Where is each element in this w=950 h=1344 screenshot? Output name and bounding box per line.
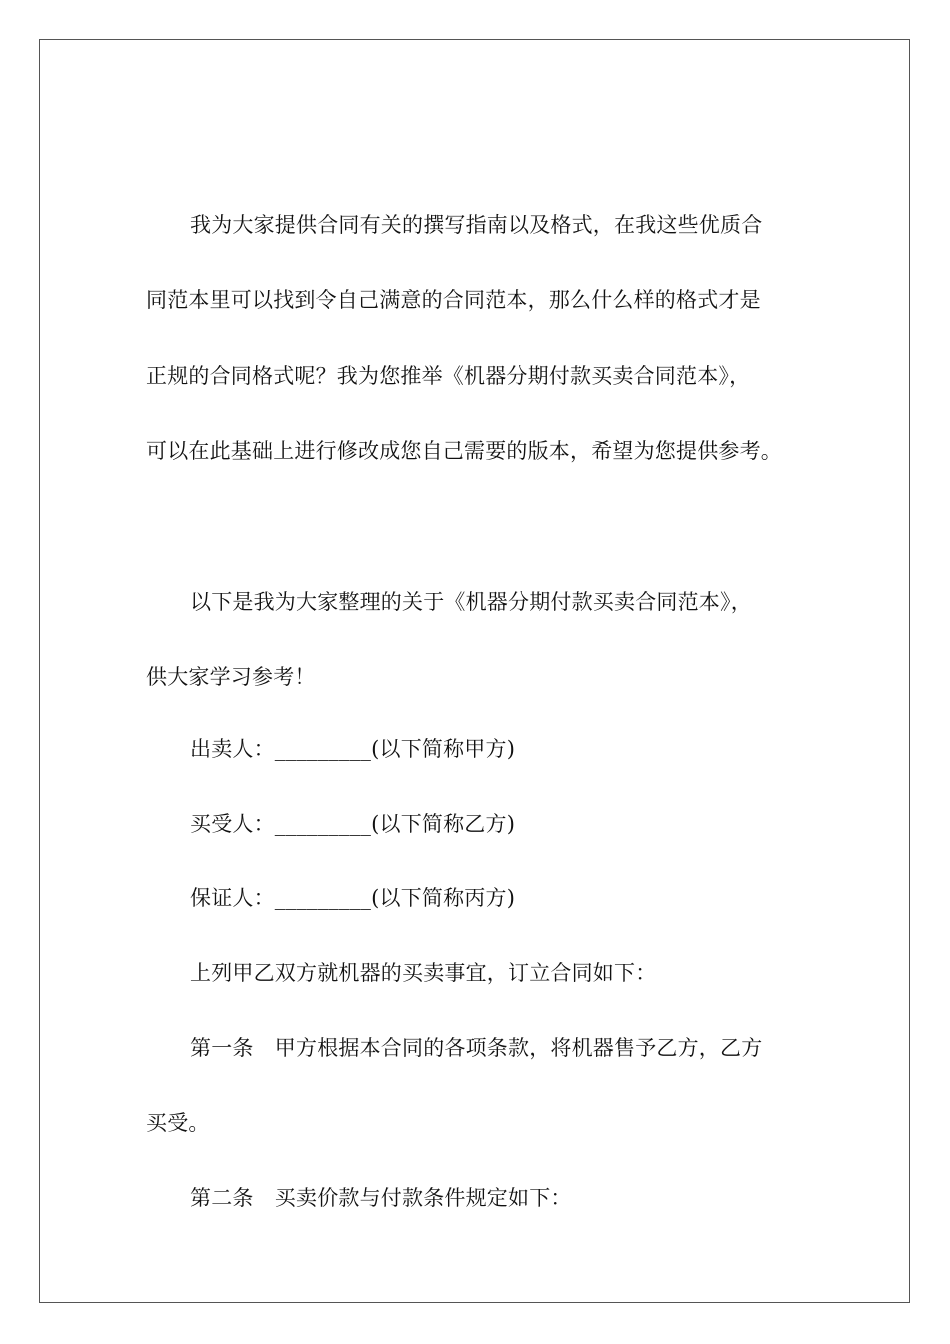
- party-seller: 出卖人：_________(以下简称甲方): [190, 737, 516, 761]
- party-buyer: 买受人：_________(以下简称乙方): [190, 812, 516, 836]
- lead-line-1: 以下是我为大家整理的关于《机器分期付款买卖合同范本》，: [190, 590, 752, 614]
- intro-line-3: 正规的合同格式呢？我为您推举《机器分期付款买卖合同范本》，: [146, 364, 751, 388]
- intro-line-2: 同范本里可以找到令自己满意的合同范本，那么什么样的格式才是: [146, 288, 761, 312]
- party-guarantor: 保证人：_________(以下简称丙方): [190, 886, 516, 910]
- article-2-line-1: 第二条 买卖价款与付款条件规定如下：: [190, 1186, 572, 1210]
- article-1-line-1: 第一条 甲方根据本合同的各项条款，将机器售予乙方，乙方: [190, 1036, 763, 1060]
- intro-line-1: 我为大家提供合同有关的撰写指南以及格式，在我这些优质合: [190, 213, 763, 237]
- intro-line-4: 可以在此基础上进行修改成您自己需要的版本，希望为您提供参考。: [146, 439, 782, 463]
- lead-line-2: 供大家学习参考！: [146, 665, 316, 689]
- article-1-line-2: 买受。: [146, 1111, 210, 1135]
- preamble: 上列甲乙双方就机器的买卖事宜，订立合同如下：: [190, 961, 657, 985]
